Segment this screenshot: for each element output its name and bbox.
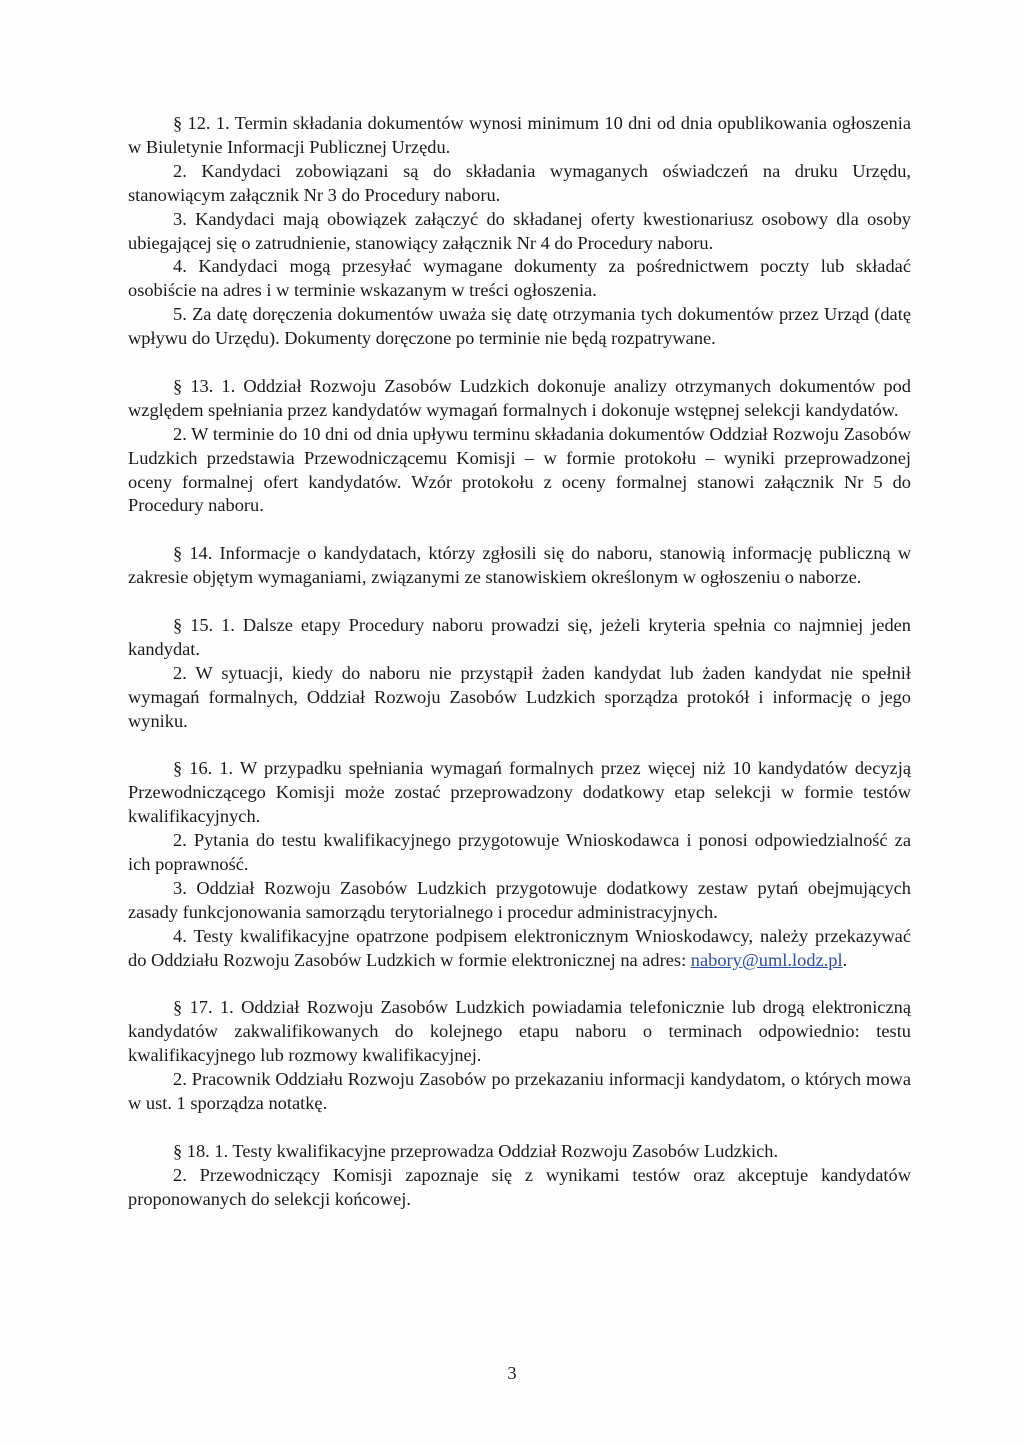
paragraph-18-1: § 18. 1. Testy kwalifikacyjne przeprowadza Oddział Rozwoju Zasobów Ludzkich. [173,1140,779,1161]
section-13 [128,375,911,518]
paragraph-16-1: § 16. 1. W przypadku spełniania wymagań formalnych przez więcej niż 10 kandydatów decyzją Przewodniczącego Komisji może zostać przeprowadzony dodatkowy etap selekcji w formie testów kwalifikacyjnych. [128,758,911,827]
paragraph-16-3: 3. Oddział Rozwoju Zasobów Ludzkich przygotowuje dodatkowy zestaw pytań obejmujących zasady funkcjonowania samorządu terytorialnego i procedur administracyjnych. [128,877,911,922]
paragraph-18-2: 2. Przewodniczący Komisji zapoznaje się z wynikami testów oraz akceptuje kandydatów proponowanych do selekcji końcowej. [128,1164,911,1209]
paragraph-17-2: 2. Pracownik Oddziału Rozwoju Zasobów po przekazaniu informacji kandydatom, o których mowa w ust. 1 sporządza notatkę. [128,1069,911,1114]
paragraph-14: § 14. Informacje o kandydatach, którzy zgłosili się do naboru, stanowią informację publiczną w zakresie objętym wymaganiami, związanymi ze stanowiskiem określonym w ogłoszeniu o naborze. [128,543,911,588]
paragraph-16-4 [128,925,911,973]
paragraph-12-4: 4. Kandydaci mogą przesyłać wymagane dokumenty za pośrednictwem poczty lub składać osobiście na adres i w terminie wskazanym w treści ogłoszenia. [128,256,911,301]
page-number: 3 [507,1363,517,1383]
document-body [128,112,911,1235]
paragraph-12-3: 3. Kandydaci mają obowiązek załączyć do składanej oferty kwestionariusz osobowy dla osoby ubiegającej się o zatrudnienie, stanowiący załącznik Nr 4 do Procedury naboru. [128,208,911,253]
paragraph-12-2: 2. Kandydaci zobowiązani są do składania wymaganych oświadczeń na druku Urzędu, stanowiącym załącznik Nr 3 do Procedury naboru. [128,160,911,205]
email-link[interactable]: nabory@uml.lodz.pl [690,949,843,970]
section-17 [128,996,911,1116]
paragraph-13-2: 2. W terminie do 10 dni od dnia upływu terminu składania dokumentów Oddział Rozwoju Zasobów Ludzkich przedstawia Przewodniczącemu Komisji – w formie protokołu – wyniki przeprowadzonej oceny formalnej ofert kandydatów. Wzór protokołu z oceny formalnej stanowi załącznik Nr 5 do Procedury naboru. [128,423,911,516]
section-14 [128,542,911,590]
paragraph-16-4-end: . [842,949,848,970]
section-16 [128,757,911,972]
paragraph-16-2: 2. Pytania do testu kwalifikacyjnego przygotowuje Wnioskodawca i ponosi odpowiedzialność za ich poprawność. [128,830,911,875]
paragraph-13-1: § 13. 1. Oddział Rozwoju Zasobów Ludzkich dokonuje analizy otrzymanych dokumentów pod względem spełniania przez kandydatów wymagań formalnych i dokonuje wstępnej selekcji kandydatów. [128,375,911,420]
section-12 [128,112,911,351]
section-18 [128,1140,911,1212]
paragraph-16-4-text: 4. Testy kwalifikacyjne opatrzone podpisem elektronicznym Wnioskodawcy, należy przekazywać do Oddziału Rozwoju Zasobów Ludzkich w formie elektronicznej na adres: [128,925,911,970]
paragraph-17-1: § 17. 1. Oddział Rozwoju Zasobów Ludzkich powiadamia telefonicznie lub drogą elektroniczną kandydatów zakwalifikowanych do kolejnego etapu naboru o terminach odpowiednio: testu kwalifikacyjnego lub rozmowy kwalifikacyjnej. [128,997,911,1066]
paragraph-15-1: § 15. 1. Dalsze etapy Procedury naboru prowadzi się, jeżeli kryteria spełnia co najmniej jeden kandydat. [128,614,911,659]
paragraph-12-5: 5. Za datę doręczenia dokumentów uważa się datę otrzymania tych dokumentów przez Urząd (datę wpływu do Urzędu). Dokumenty doręczone po terminie nie będą rozpatrywane. [128,304,911,349]
paragraph-15-2: 2. W sytuacji, kiedy do naboru nie przystąpił żaden kandydat lub żaden kandydat nie spełnił wymagań formalnych, Oddział Rozwoju Zasobów Ludzkich sporządza protokół i informację o jego wyniku. [128,662,911,731]
section-15 [128,614,911,734]
paragraph-12-1: § 12. 1. Termin składania dokumentów wynosi minimum 10 dni od dnia opublikowania ogłoszenia w Biuletynie Informacji Publicznej Urzędu. [128,113,911,157]
